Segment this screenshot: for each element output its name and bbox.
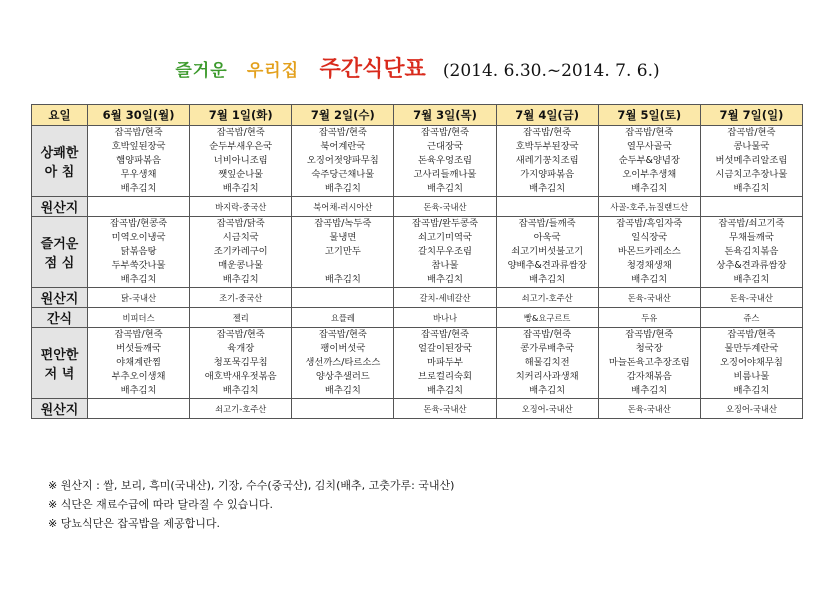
- day-header-cell: 7월 3일(목): [394, 105, 496, 126]
- menu-item: 마늘돈육고추장조림: [608, 357, 690, 368]
- snack-cell: 두유: [598, 308, 700, 328]
- menu-item: 배추김치: [529, 274, 566, 285]
- lunch-origin-row: [32, 288, 803, 308]
- breakfast-origin-cell: [496, 197, 598, 217]
- menu-item: 두부쑥갓나물: [111, 260, 166, 271]
- menu-item: 잡곡밥/현죽: [420, 127, 470, 138]
- lunch-label-line1: 즐거운: [40, 237, 79, 252]
- lunch-menu-cell: [190, 217, 292, 288]
- day-header-cell: 7월 4일(금): [496, 105, 598, 126]
- menu-item: 잡곡밥/현죽: [523, 127, 572, 138]
- menu-item: 애호박새우젓볶음: [204, 371, 277, 382]
- dinner-label-line1: 편안한: [40, 348, 79, 363]
- lunch-origin-cell: 돈육-국내산: [598, 288, 700, 308]
- menu-item: 잡곡밥/흑임자죽: [616, 218, 683, 229]
- menu-item: 오이부추생채: [622, 169, 677, 180]
- menu-item: 배추김치: [631, 385, 668, 396]
- dinner-menu-cell: [292, 328, 394, 399]
- menu-item: 야채계란찜: [116, 357, 162, 368]
- menu-item: 콩가루배추국: [520, 343, 575, 354]
- menu-item: 청경채생채: [626, 260, 672, 271]
- lunch-label: [32, 217, 88, 288]
- lunch-origin-cell: 돈육-국내산: [700, 288, 802, 308]
- day-header-cell: 7월 1일(화): [190, 105, 292, 126]
- menu-item: 배추김치: [427, 385, 463, 396]
- menu-item: 육개장: [227, 343, 255, 354]
- title-period: (2014. 6.30.~2014. 7. 6.): [442, 61, 660, 81]
- menu-item: 호박잎된장국: [111, 141, 166, 152]
- footnote-supply: ※ 식단은 재료수급에 따라 달라질 수 있습니다.: [48, 498, 273, 511]
- menu-item: 참나물: [431, 260, 459, 271]
- breakfast-origin-cell: 북어채-러시아산: [292, 197, 394, 217]
- menu-item: 잡곡밥/녹두죽: [314, 218, 372, 229]
- breakfast-menu-cell: [88, 126, 190, 197]
- menu-item: 잡곡밥/현죽: [114, 329, 163, 340]
- header-label: 요일: [32, 105, 88, 126]
- dinner-menu-cell: [190, 328, 292, 399]
- menu-item: 콩나물국: [733, 141, 770, 152]
- menu-item: 오징어야채무침: [719, 357, 783, 368]
- menu-item: 잡곡밥/쇠고기죽: [718, 218, 785, 229]
- menu-item: 물만두계란국: [724, 343, 779, 354]
- menu-item: 햄양파볶음: [116, 155, 162, 166]
- menu-item: 잡곡밥/현죽: [114, 127, 163, 138]
- breakfast-origin-cell: 바지락-중국산: [190, 197, 292, 217]
- snack-cell: 젤리: [190, 308, 292, 328]
- menu-item: 쇠고기버섯불고기: [511, 246, 584, 257]
- dinner-menu-cell: [88, 328, 190, 399]
- menu-item: 배추김치: [324, 385, 361, 396]
- breakfast-label: [32, 126, 88, 197]
- menu-item: 잡곡밥/현죽: [727, 127, 776, 138]
- menu-item: 팽이버섯국: [320, 343, 366, 354]
- menu-item: 배추김치: [120, 183, 157, 194]
- lunch-origin-label: 원산지: [32, 288, 88, 308]
- menu-item: 감자채볶음: [626, 371, 672, 382]
- dinner-origin-row: [32, 399, 803, 419]
- menu-item: 잡곡밥/닭죽: [216, 218, 265, 229]
- dinner-menu-cell: [394, 328, 496, 399]
- dinner-origin-label: 원산지: [32, 399, 88, 419]
- menu-item: 잡곡밥/현죽: [523, 329, 572, 340]
- breakfast-row: [32, 126, 803, 197]
- lunch-origin-cell: [292, 288, 394, 308]
- header-row: [32, 105, 803, 126]
- lunch-menu-cell: [292, 217, 394, 288]
- breakfast-origin-cell: 돈육-국내산: [394, 197, 496, 217]
- breakfast-menu-cell: [292, 126, 394, 197]
- breakfast-menu-cell: [496, 126, 598, 197]
- dinner-origin-cell: [88, 399, 190, 419]
- snack-cell: 요플레: [292, 308, 394, 328]
- menu-item: 순두부새우은국: [209, 141, 273, 152]
- dinner-origin-cell: 쇠고기-호주산: [190, 399, 292, 419]
- dinner-label: [32, 328, 88, 399]
- menu-item: 쨋잎순나물: [218, 169, 264, 180]
- menu-item: 버섯메추리알조림: [715, 155, 788, 166]
- menu-item: 배추김치: [529, 385, 566, 396]
- footnotes: [48, 476, 454, 533]
- menu-item: 잡곡밥/현죽: [625, 329, 674, 340]
- dinner-label-line2: 저 녁: [44, 367, 75, 382]
- menu-item: 배추김치: [733, 385, 770, 396]
- breakfast-origin-row: [32, 197, 803, 217]
- menu-item: 배추김치: [733, 274, 770, 285]
- snack-cell: 빵&요구르트: [496, 308, 598, 328]
- lunch-menu-cell: [598, 217, 700, 288]
- menu-item: 배추김치: [733, 183, 770, 194]
- breakfast-origin-cell: 사골-호주,뉴질랜드산: [598, 197, 700, 217]
- menu-item: 잡곡밥/현죽: [318, 329, 367, 340]
- menu-item: 오징어젓양파무침: [306, 155, 379, 166]
- menu-item: 치커리사과생채: [515, 371, 579, 382]
- dinner-menu-cell: [496, 328, 598, 399]
- lunch-menu-cell: [88, 217, 190, 288]
- menu-item: 잡곡밥/현콩죽: [110, 218, 168, 229]
- title-main: 주간식단표: [319, 57, 426, 82]
- menu-item: 매운콩나물: [218, 260, 264, 271]
- menu-item: 배추김치: [120, 274, 157, 285]
- menu-item: 비름나물: [733, 371, 770, 382]
- lunch-origin-cell: 조기-중국산: [190, 288, 292, 308]
- breakfast-menu-cell: [700, 126, 802, 197]
- menu-item: 물냉면: [329, 232, 357, 243]
- menu-item: 브로컬리숙회: [418, 371, 472, 382]
- menu-item: 마파두부: [427, 357, 463, 368]
- breakfast-menu-cell: [598, 126, 700, 197]
- menu-item: 상추&견과류쌈장: [716, 260, 787, 271]
- lunch-menu-cell: [700, 217, 802, 288]
- menu-item: 돈육우엉조림: [418, 155, 472, 166]
- menu-item: 해물김치전: [524, 357, 570, 368]
- menu-item: 생선까스/타르소스: [305, 357, 381, 368]
- lunch-origin-cell: 닭-국내산: [88, 288, 190, 308]
- menu-item: [292, 259, 393, 273]
- menu-item: 양상추샐러드: [315, 371, 370, 382]
- menu-item: 잡곡밥/현죽: [727, 329, 776, 340]
- weekly-menu-table: [31, 104, 803, 419]
- menu-item: 너비아니조림: [213, 155, 268, 166]
- lunch-origin-cell: 쇠고기-호주산: [496, 288, 598, 308]
- menu-item: 버섯들깨국: [116, 343, 162, 354]
- menu-item: 근대장국: [427, 141, 463, 152]
- menu-item: 미역오이냉국: [111, 232, 166, 243]
- breakfast-label-line1: 상쾌한: [40, 146, 79, 161]
- snack-row: [32, 308, 803, 328]
- breakfast-origin-cell: [88, 197, 190, 217]
- breakfast-origin-label: 원산지: [32, 197, 88, 217]
- snack-label: 간식: [32, 308, 88, 328]
- breakfast-label-line2: 아 침: [44, 165, 75, 180]
- dinner-origin-cell: 오징어-국내산: [496, 399, 598, 419]
- menu-item: 아욱국: [533, 232, 561, 243]
- menu-item: 고기만두: [324, 246, 361, 257]
- menu-item: 잡곡밥/현죽: [420, 329, 470, 340]
- menu-item: 청국장: [635, 343, 663, 354]
- breakfast-menu-cell: [190, 126, 292, 197]
- menu-item: 배추김치: [631, 274, 668, 285]
- menu-item: 갈치무우조림: [418, 246, 472, 257]
- menu-item: 가지양파볶음: [520, 169, 575, 180]
- day-header-cell: 7월 5일(토): [598, 105, 700, 126]
- menu-item: 잡곡밥/현죽: [625, 127, 674, 138]
- menu-item: 호박두부된장국: [515, 141, 579, 152]
- snack-cell: 바나나: [394, 308, 496, 328]
- dinner-origin-cell: 오징어-국내산: [700, 399, 802, 419]
- menu-item: 배추김치: [324, 183, 361, 194]
- menu-item: 시금치고추장나물: [715, 169, 788, 180]
- dinner-menu-cell: [598, 328, 700, 399]
- menu-item: 잡곡밥/현죽: [216, 329, 265, 340]
- lunch-origin-cell: 갈치-세네갈산: [394, 288, 496, 308]
- menu-item: 일식장국: [631, 232, 668, 243]
- menu-item: 배추김치: [427, 183, 463, 194]
- menu-item: 잡곡밥/현죽: [318, 127, 367, 138]
- day-header-cell: 7월 7일(일): [700, 105, 802, 126]
- lunch-menu-cell: [496, 217, 598, 288]
- menu-item: 배추김치: [222, 274, 259, 285]
- footnote-diabetic: ※ 당뇨식단은 잡곡밥을 제공합니다.: [48, 517, 220, 530]
- title-word-2: 우리집: [246, 61, 300, 81]
- breakfast-origin-cell: [700, 197, 802, 217]
- menu-item: 조기카레구이: [213, 246, 268, 257]
- menu-item: 잡곡밥/현죽: [216, 127, 265, 138]
- menu-item: 닭볶음탕: [120, 246, 157, 257]
- dinner-row: [32, 328, 803, 399]
- snack-cell: 비피더스: [88, 308, 190, 328]
- menu-item: 북어계란국: [320, 141, 366, 152]
- menu-item: 배추김치: [324, 274, 361, 285]
- breakfast-menu-cell: [394, 126, 496, 197]
- menu-item: 양배추&견과류쌈장: [507, 260, 587, 271]
- dinner-origin-cell: [292, 399, 394, 419]
- menu-item: 배추김치: [222, 183, 259, 194]
- menu-item: 새레기꽁치조림: [515, 155, 579, 166]
- menu-item: 배추김치: [529, 183, 566, 194]
- day-header-cell: 7월 2일(수): [292, 105, 394, 126]
- menu-item: 잡곡밥/완두콩죽: [411, 218, 478, 229]
- day-header-cell: 6월 30일(월): [88, 105, 190, 126]
- dinner-origin-cell: 돈육-국내산: [394, 399, 496, 419]
- title-word-1: 즐거운: [175, 61, 228, 81]
- menu-item: 쇠고기미역국: [418, 232, 472, 243]
- lunch-label-line2: 점 심: [44, 256, 75, 271]
- page-title: [0, 52, 835, 83]
- menu-item: 부추오이생채: [111, 371, 166, 382]
- menu-item: 숙주당근채나물: [311, 169, 375, 180]
- menu-item: 잡곡밥/들깨죽: [518, 218, 576, 229]
- lunch-menu-cell: [394, 217, 496, 288]
- menu-item: 배추김치: [631, 183, 668, 194]
- menu-item: 배추김치: [222, 385, 259, 396]
- menu-item: 돈육김치볶음: [724, 246, 779, 257]
- lunch-row: [32, 217, 803, 288]
- title-prefix: [175, 61, 305, 81]
- menu-item: 고사리들깨나물: [413, 169, 477, 180]
- footnote-origin: ※ 원산지 : 쌀, 보리, 흑미(국내산), 기장, 수수(중국산), 김치(배추, 고춧가루: 국내산): [48, 479, 455, 492]
- menu-item: 얼갈이된장국: [418, 343, 472, 354]
- menu-item: 배추김치: [120, 385, 157, 396]
- dinner-origin-cell: 돈육-국내산: [598, 399, 700, 419]
- menu-item: 청포묵김무침: [213, 357, 268, 368]
- menu-item: 열무사골국: [626, 141, 672, 152]
- menu-item: 바몬드카레소스: [617, 246, 681, 257]
- menu-item: 무채들깨국: [728, 232, 774, 243]
- menu-item: 시금치국: [222, 232, 259, 243]
- snack-cell: 쥬스: [700, 308, 802, 328]
- menu-item: 무우생채: [120, 169, 157, 180]
- dinner-menu-cell: [700, 328, 802, 399]
- menu-item: 배추김치: [427, 274, 463, 285]
- menu-item: 순두부&양념장: [618, 155, 680, 166]
